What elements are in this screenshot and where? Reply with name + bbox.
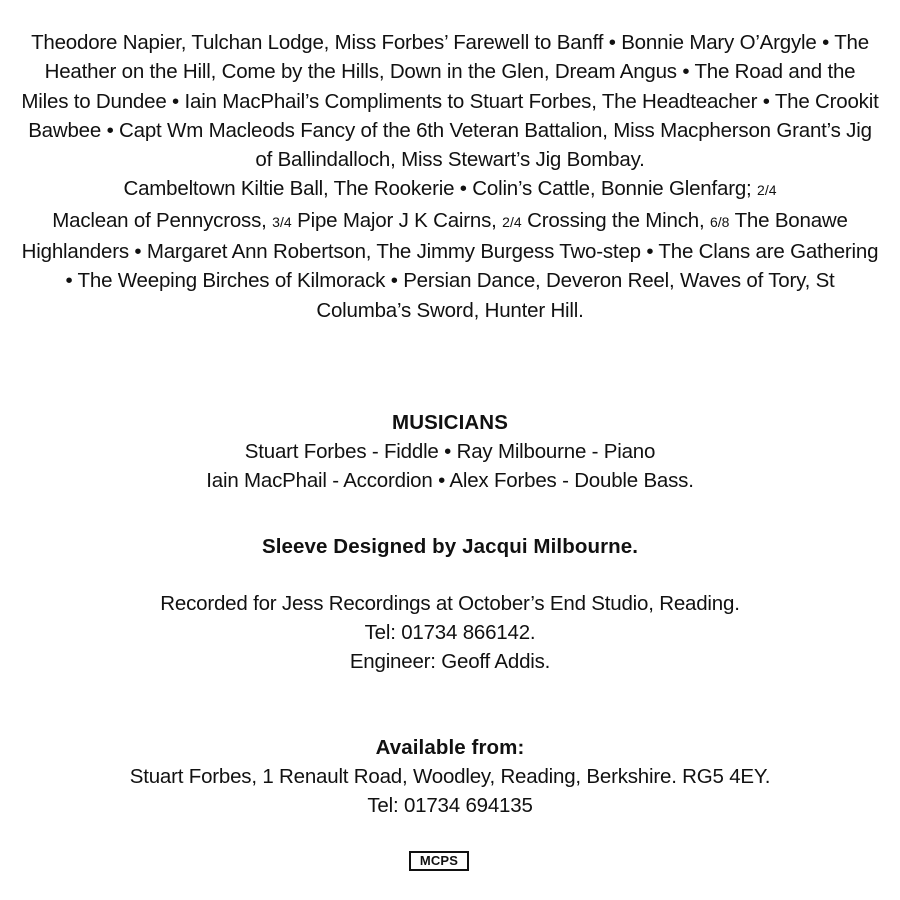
recording-section bbox=[20, 589, 880, 676]
sleeve-credit-section bbox=[20, 532, 880, 561]
track-list-text: The Bonawe Highlanders • Margaret Ann Robertson, The Jimmy Burgess Two-step • The Clans are Gathering • The Weeping Birches of Kilmorack • Persian Dance, Deveron Reel, Waves of Tory, St Columba’s Sword, Hunter Hill. bbox=[21, 208, 879, 322]
track-list-paragraph-2 bbox=[20, 174, 880, 324]
sleeve-credit: Sleeve Designed by Jacqui Milbourne. bbox=[261, 535, 639, 558]
availability-telephone: Tel: 01734 694135 bbox=[367, 794, 533, 817]
time-signature: 2/4 bbox=[502, 213, 522, 230]
time-signature: 2/4 bbox=[757, 182, 777, 199]
time-signature: 3/4 bbox=[272, 213, 292, 230]
track-list-text: Crossing the Minch, bbox=[527, 208, 705, 232]
track-list-text: Cambeltown Kiltie Ball, The Rookerie • Colin’s Cattle, Bonnie Glenfarg; bbox=[123, 177, 752, 201]
track-list bbox=[20, 28, 880, 325]
musicians-heading: MUSICIANS bbox=[392, 411, 508, 434]
musicians-section bbox=[20, 408, 880, 495]
musicians-line: Stuart Forbes - Fiddle • Ray Milbourne - Piano bbox=[244, 440, 656, 463]
availability-address: Stuart Forbes, 1 Renault Road, Woodley, Reading, Berkshire. RG5 4EY. bbox=[129, 765, 771, 788]
recording-studio: Recorded for Jess Recordings at October’s End Studio, Reading. bbox=[160, 592, 740, 615]
track-list-text: Maclean of Pennycross, bbox=[52, 208, 267, 232]
availability-heading: Available from: bbox=[375, 736, 525, 759]
track-list-paragraph-1: Theodore Napier, Tulchan Lodge, Miss Forbes’ Farewell to Banff • Bonnie Mary O’Argyle • The Heather on the Hill, Come by the Hills, Down in the Glen, Dream Angus • The Road and the Miles to Dundee • Iain MacPhail’s Compliments to Stuart Forbes, The Headteacher • The Crookit Bawbee • Capt Wm Macleods Fancy of the 6th Veteran Battalion, Miss Macpherson Grant’s Jig of Ballindalloch, Miss Stewart’s Jig Bombay. bbox=[21, 31, 879, 172]
mcps-logo: MCPS bbox=[409, 851, 469, 871]
studio-telephone: Tel: 01734 866142. bbox=[364, 621, 536, 644]
availability-section bbox=[20, 733, 880, 820]
musicians-line: Iain MacPhail - Accordion • Alex Forbes - Double Bass. bbox=[206, 469, 694, 492]
time-signature: 6/8 bbox=[709, 213, 730, 230]
track-list-text: Pipe Major J K Cairns, bbox=[297, 208, 497, 232]
engineer-credit: Engineer: Geoff Addis. bbox=[349, 650, 551, 673]
